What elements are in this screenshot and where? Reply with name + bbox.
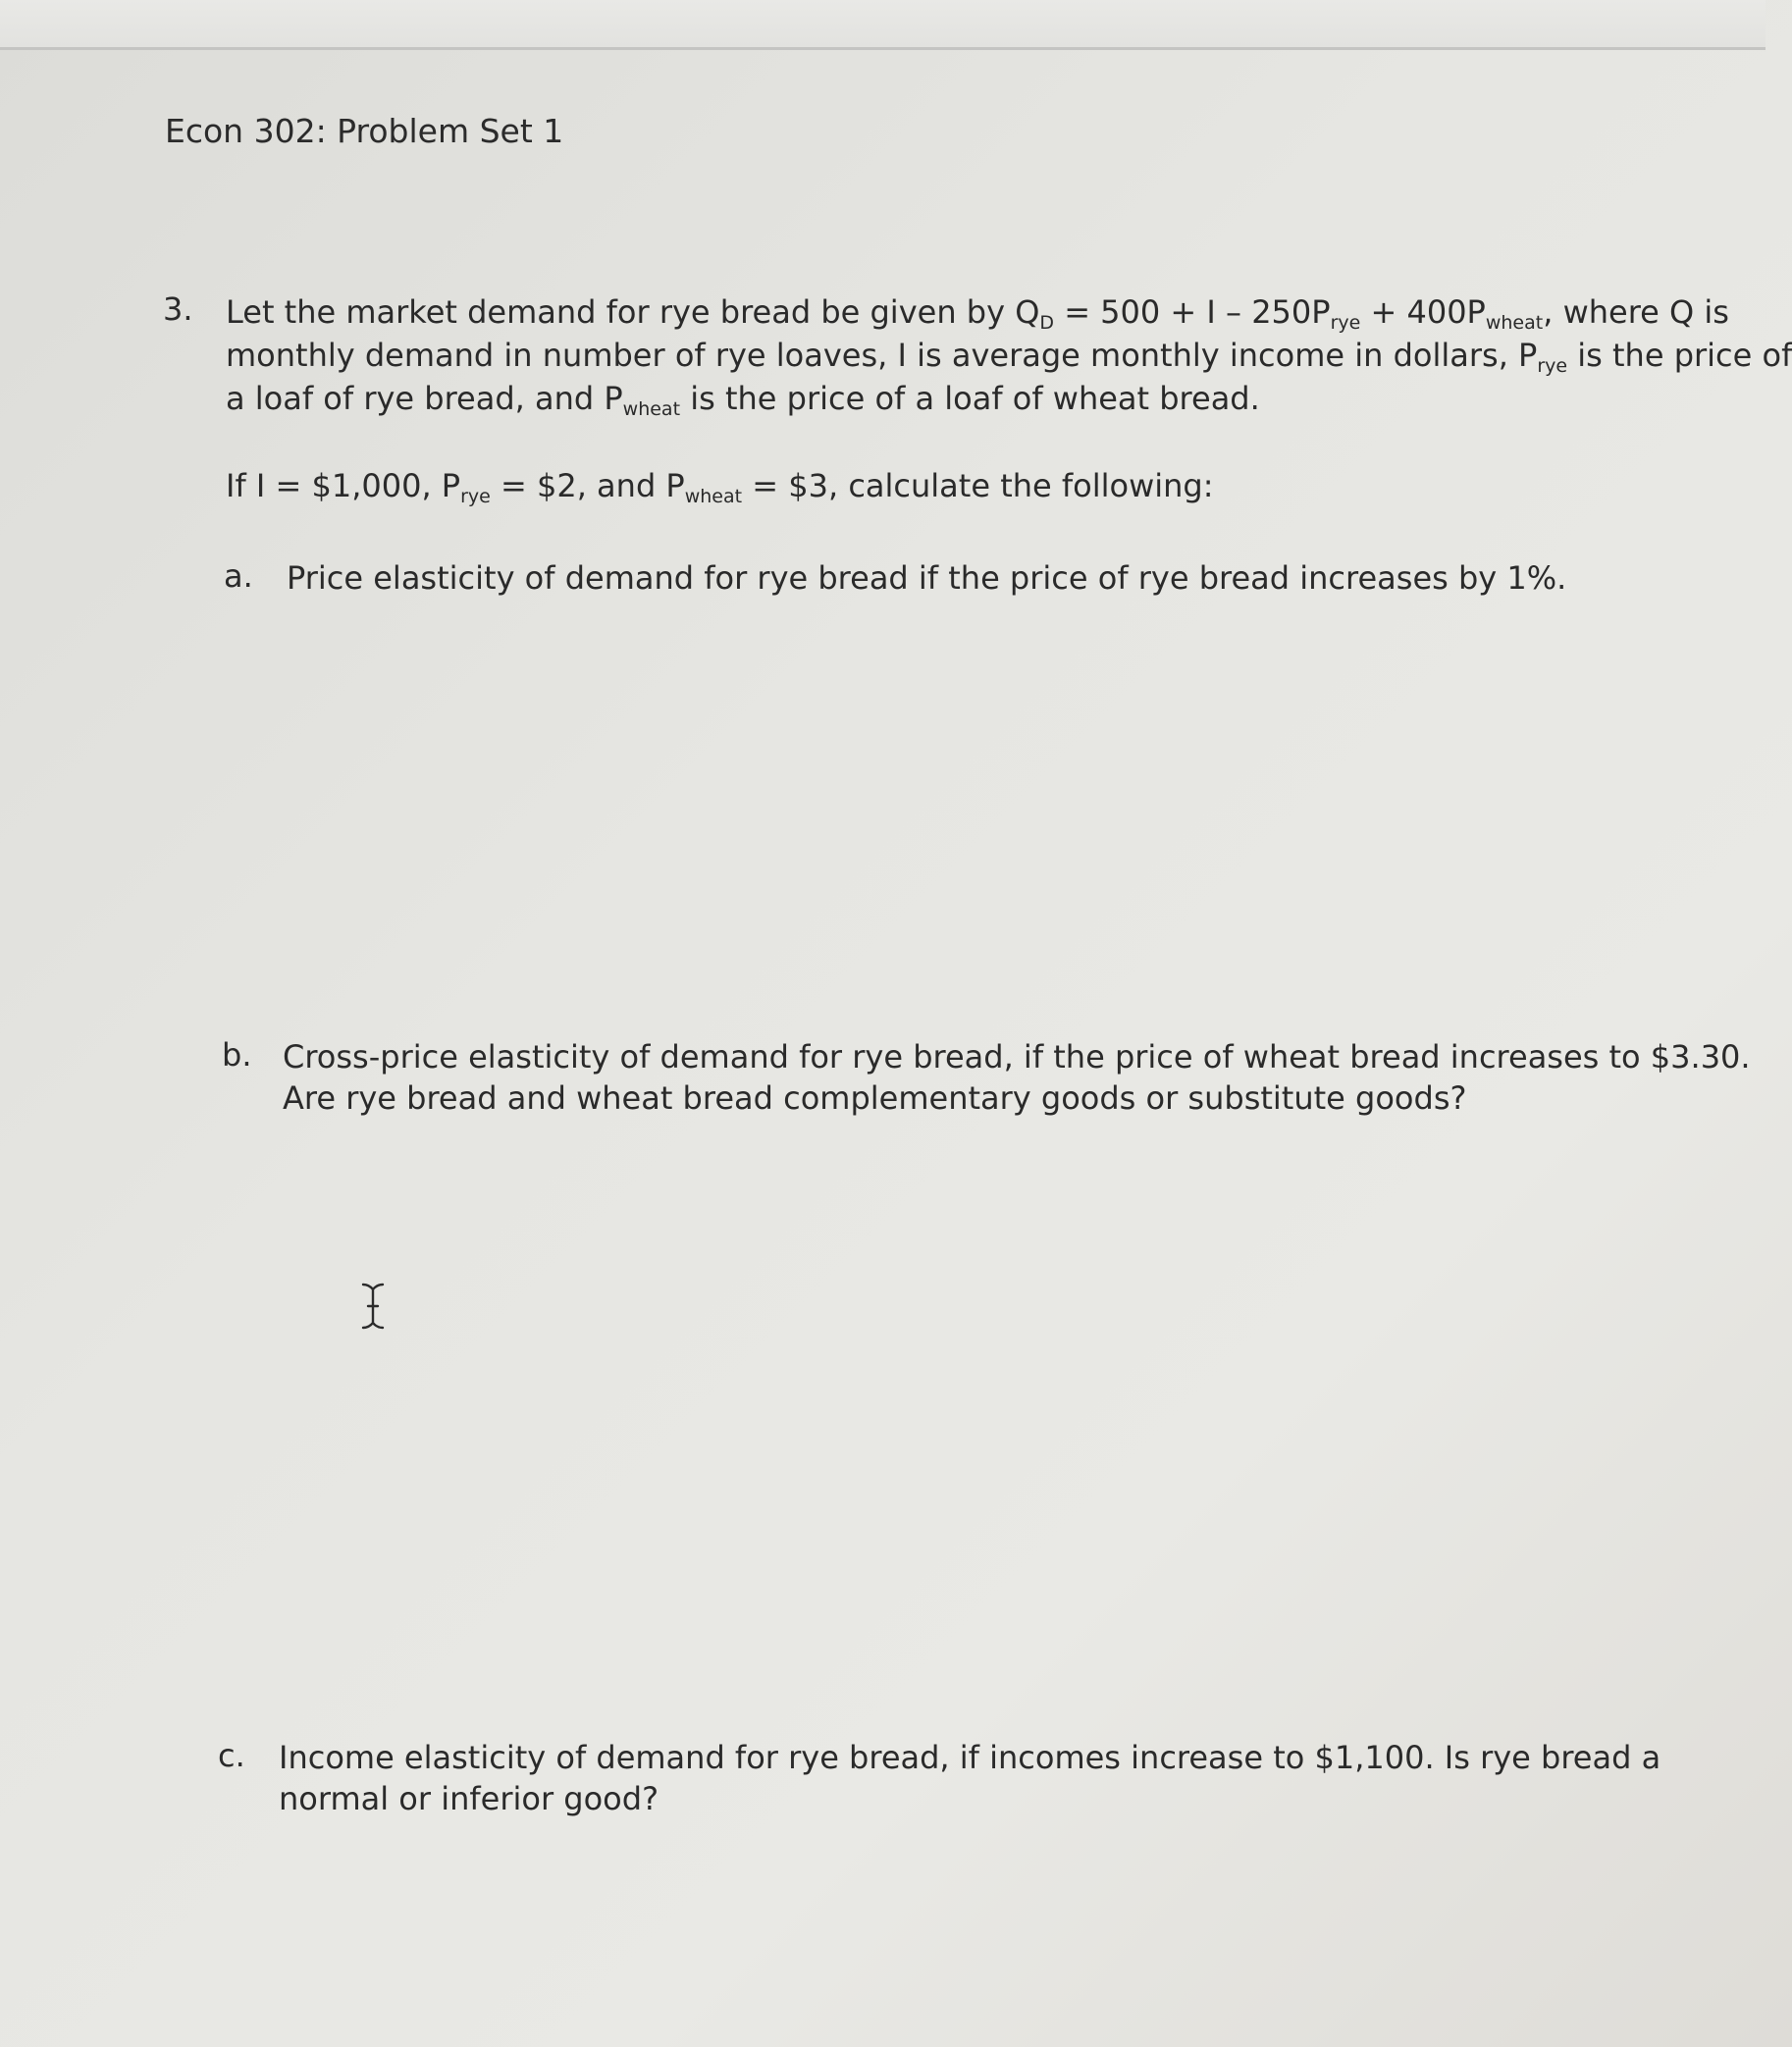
question-line-3	[226, 377, 1698, 420]
equation-mid: = 500 + I – 250P	[1054, 293, 1331, 331]
line2-tail: is the price of	[1567, 337, 1792, 374]
part-c-line-1: Income elasticity of demand for rye bread, if incomes increase to $1,100. Is rye bread a	[279, 1739, 1661, 1776]
question-text	[226, 290, 1792, 420]
question-line-1	[226, 290, 1729, 334]
document-page	[0, 47, 1792, 2047]
line2-text: monthly demand in number of rye loaves, I is average monthly income in dollars, P	[226, 337, 1538, 374]
part-c-line-2: normal or inferior good?	[279, 1780, 659, 1817]
given-values	[226, 467, 1214, 507]
part-a-text: Price elasticity of demand for rye bread if the price of rye bread increases by 1%.	[287, 559, 1567, 597]
part-b-label: b.	[222, 1036, 252, 1074]
intro-text: Let the market demand for rye bread be given by	[226, 293, 1016, 331]
equation-q: Q	[1015, 293, 1040, 331]
given-rye-subscript: rye	[460, 486, 491, 507]
part-a-label: a.	[224, 557, 253, 595]
text-cursor-icon	[359, 1282, 387, 1331]
page-title: Econ 302: Problem Set 1	[165, 112, 564, 150]
part-b-line-2: Are rye bread and wheat bread complementary goods or substitute goods?	[283, 1079, 1467, 1117]
line3-subscript: wheat	[622, 398, 681, 420]
eq-rye-subscript: rye	[1330, 312, 1361, 334]
line3-tail: is the price of a loaf of wheat bread.	[680, 380, 1260, 417]
given-wheat-subscript: wheat	[684, 486, 743, 507]
question-line-2	[226, 334, 1792, 377]
equation-tail: , where Q is	[1543, 293, 1729, 331]
part-b-line-1: Cross-price elasticity of demand for rye bread, if the price of wheat bread increases to $3.30.	[283, 1038, 1751, 1076]
eq-wheat-subscript: wheat	[1485, 312, 1544, 334]
part-c-label: c.	[218, 1737, 245, 1774]
given-pre: If I = $1,000, P	[226, 467, 461, 504]
eq-q-subscript: D	[1039, 312, 1055, 334]
line3-text: a loaf of rye bread, and P	[226, 380, 623, 417]
equation-plus: + 400P	[1360, 293, 1486, 331]
question-number: 3.	[163, 290, 193, 328]
given-tail: = $3, calculate the following:	[742, 467, 1214, 504]
page-top-edge	[0, 0, 1766, 50]
line2-subscript: rye	[1537, 355, 1568, 377]
given-mid: = $2, and P	[490, 467, 685, 504]
